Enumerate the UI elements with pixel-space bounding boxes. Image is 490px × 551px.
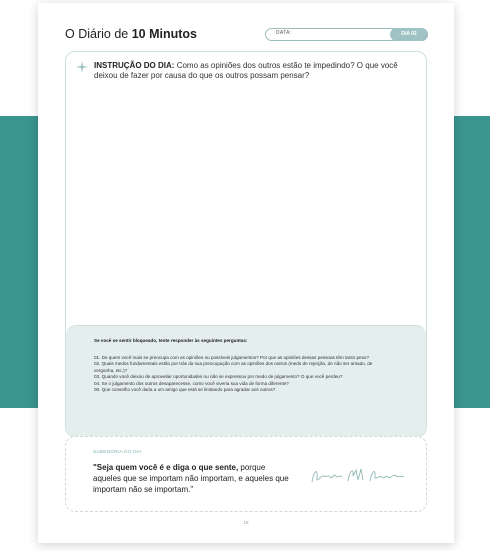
quote-bold: "Seja quem você é e diga o que sente, — [93, 463, 239, 472]
daily-instruction — [94, 61, 414, 81]
signature-image — [308, 464, 408, 488]
question-item: 05. Que conselho você daria a um amigo que está se limitando para agradar aos outros? — [94, 387, 276, 393]
questions-heading: Se você se sentir bloqueado, tente responder às seguintes perguntas: — [94, 338, 248, 343]
page-number: 18 — [243, 520, 249, 525]
prompt-questions — [66, 325, 426, 437]
instruction-label: INSTRUÇÃO DO DIA: — [94, 61, 175, 70]
journal-page — [38, 3, 454, 543]
sparkle-icon — [76, 61, 88, 73]
date-field[interactable] — [265, 28, 428, 41]
question-item: 02. Quais medos fundamentais estão por trás da sua preocupação com as opiniões dos outros (medo de rejeição, de não ser amado, de vergonha, etc.)? — [94, 361, 373, 373]
question-item: 04. Se o julgamento dos outros desaparecesse, como você viveria sua vida de forma diferente? — [94, 380, 289, 386]
wisdom-quote — [93, 462, 293, 495]
page-title — [65, 27, 197, 41]
date-label: DATA: — [276, 30, 292, 36]
wisdom-label: SABEDORIA DO DIA — [93, 450, 142, 455]
instruction-text: Como as opiniões dos outros estão te impedindo? O que você deixou de fazer por causa do que os outros possam pensar? — [94, 61, 398, 80]
question-item: 03. Quando você deixou de aproveitar oportunidades ou não se expressou por medo de julgamento? O que você perdeu? — [94, 374, 343, 380]
day-badge: DIA 02 — [390, 28, 428, 41]
writing-card[interactable] — [65, 51, 427, 437]
title-bold: 10 Minutos — [131, 27, 197, 41]
wisdom-card — [65, 436, 427, 512]
title-prefix: O Diário de — [65, 27, 132, 41]
quote-rest: porque aqueles que se importam não importam, e aqueles que importam não se importam." — [93, 463, 289, 494]
question-item: 01. De quem você mais se preocupa com as opiniões ou possíveis julgamentos? Por que as opiniões dessas pessoas têm tanto peso? — [94, 355, 370, 360]
questions-list — [94, 355, 394, 393]
